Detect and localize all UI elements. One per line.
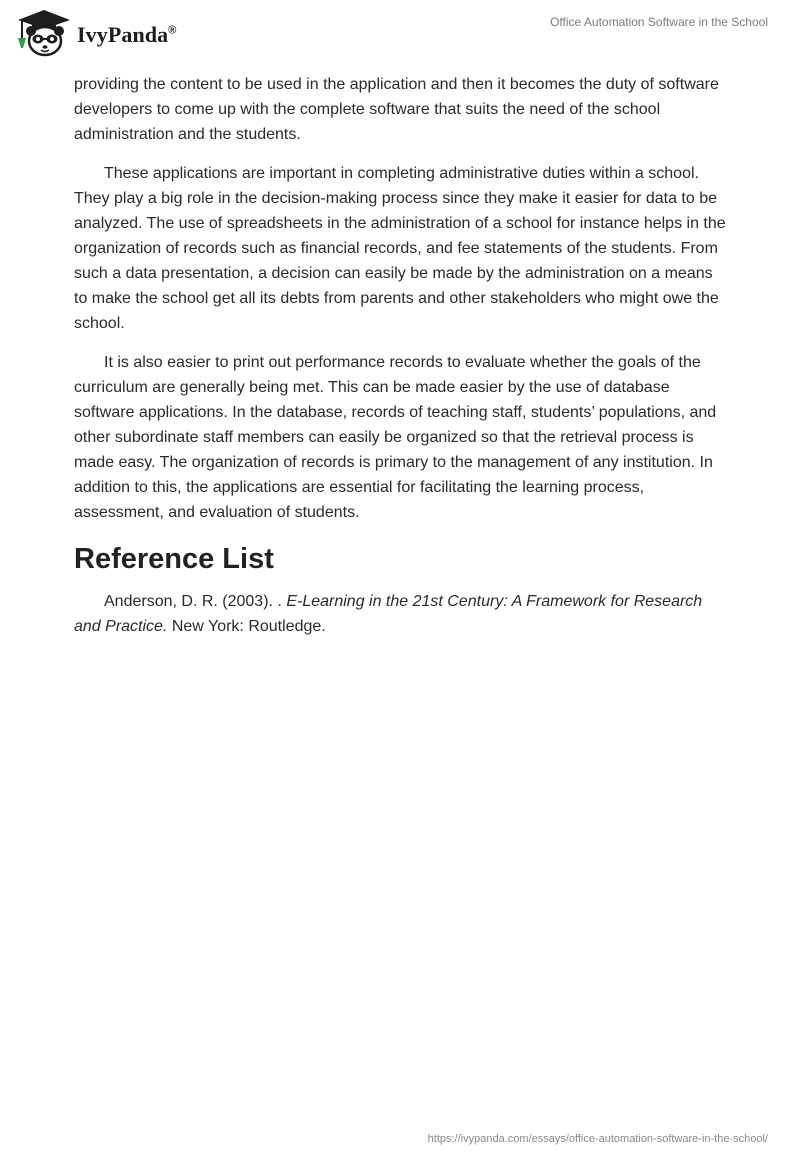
body-paragraph: It is also easier to print out performance records to evaluate whether the goals of the curriculum are generally being met. This can be made easier by the use of database software applications. In the database, records of teaching staff, students’ populations, and other subordinate staff members can easily be organized so that the retrieval process is made easy. The organization of records is primary to the management of any institution. In addition to this, the applications are essential for facilitating the learning process, assessment, and evaluation of students.	[74, 354, 717, 521]
page-header	[0, 0, 800, 62]
document-title: Office Automation Software in the School	[550, 15, 768, 29]
body-paragraph: These applications are important in completing administrative duties within a school. They play a big role in the decision-making process since they make it easier for data to be analyzed. The use of spreadsheets in the administration of a school for instance helps in the organization of records such as financial records, and fee statements of the students. From such a data presentation, a decision can easily be made by the administration on a means to make the school get all its debts from parents and other stakeholders who might owe the school.	[74, 165, 726, 332]
ivypanda-logo[interactable]	[14, 8, 177, 58]
reference-list-heading: Reference List	[74, 543, 274, 575]
reference-entry: Anderson, D. R. (2003). . E-Learning in the 21st Century: A Framework for Research and Practice. New York: Routledge.	[74, 593, 703, 635]
body-paragraph: providing the content to be used in the application and then it becomes the duty of software developers to come up with the complete software that suits the need of the school administration and the students.	[74, 76, 719, 143]
source-url[interactable]: https://ivypanda.com/essays/office-automation-software-in-the-school/	[427, 1133, 768, 1145]
essay-content	[74, 72, 728, 653]
panda-graduate-icon	[14, 8, 74, 58]
logo-wordmark: IvyPanda®	[77, 22, 177, 47]
reference-title: E-Learning in the 21st Century: A Framework for Research and Practice.	[74, 593, 703, 635]
